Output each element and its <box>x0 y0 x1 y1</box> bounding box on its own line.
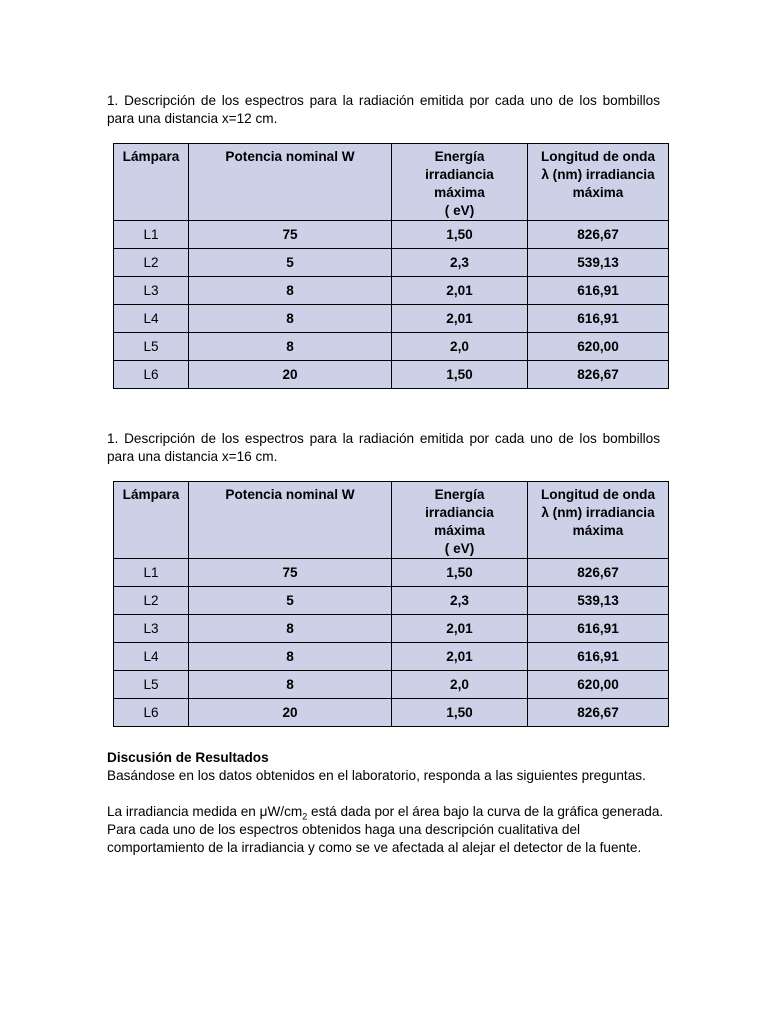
paragraph-2-rest: está dada por el área bajo la curva de la gráfica generada. Para cada uno de los espectros obtenidos haga una descripción cualitativa del comportamiento de la irradiancia y como se ve afectada al alejar el detector de la fuente. <box>107 804 664 855</box>
header-potencia: Potencia nominal W <box>189 482 392 559</box>
table-row <box>114 643 669 671</box>
header-energia-line-1: Energía <box>434 487 485 502</box>
cell-longitud: 539,13 <box>528 249 669 277</box>
cell-longitud: 616,91 <box>528 305 669 333</box>
cell-potencia: 8 <box>189 305 392 333</box>
cell-longitud: 826,67 <box>528 221 669 249</box>
cell-energia: 1,50 <box>392 699 528 727</box>
header-energia-line-4: ( eV) <box>444 203 475 218</box>
cell-lampara: L3 <box>114 277 189 305</box>
cell-energia: 2,3 <box>392 249 528 277</box>
cell-lampara: L6 <box>114 699 189 727</box>
discussion-section <box>107 749 667 857</box>
cell-energia: 2,01 <box>392 615 528 643</box>
cell-energia: 2,3 <box>392 587 528 615</box>
header-energia-line-2: irradiancia <box>425 505 494 520</box>
cell-lampara: L6 <box>114 361 189 389</box>
paragraph-2-start: La irradiancia medida en μW/cm <box>107 804 303 819</box>
cell-potencia: 75 <box>189 559 392 587</box>
cell-energia: 1,50 <box>392 221 528 249</box>
header-lampara: Lámpara <box>114 144 189 221</box>
cell-energia: 2,01 <box>392 305 528 333</box>
table-row <box>114 671 669 699</box>
cell-potencia: 8 <box>189 671 392 699</box>
spectra-table-16cm <box>113 481 669 727</box>
cell-potencia: 20 <box>189 699 392 727</box>
table-row <box>114 361 669 389</box>
header-longitud-line-3: máxima <box>572 523 624 538</box>
cell-energia: 1,50 <box>392 559 528 587</box>
table-row <box>114 333 669 361</box>
cell-longitud: 620,00 <box>528 333 669 361</box>
cell-lampara: L1 <box>114 559 189 587</box>
cell-potencia: 8 <box>189 643 392 671</box>
cell-longitud: 539,13 <box>528 587 669 615</box>
cell-potencia: 20 <box>189 361 392 389</box>
header-energia-line-2: irradiancia <box>425 167 494 182</box>
cell-energia: 2,0 <box>392 333 528 361</box>
table-row <box>114 249 669 277</box>
cell-potencia: 8 <box>189 333 392 361</box>
cell-lampara: L4 <box>114 643 189 671</box>
cell-longitud: 826,67 <box>528 699 669 727</box>
cell-lampara: L2 <box>114 249 189 277</box>
discussion-title: Discusión de Resultados <box>107 750 269 765</box>
header-energia <box>392 482 528 559</box>
cell-lampara: L4 <box>114 305 189 333</box>
header-energia-line-4: ( eV) <box>444 541 475 556</box>
cell-potencia: 5 <box>189 587 392 615</box>
spectra-table-12cm <box>113 143 669 389</box>
cell-longitud: 620,00 <box>528 671 669 699</box>
cell-longitud: 616,91 <box>528 615 669 643</box>
table-row <box>114 587 669 615</box>
cell-potencia: 75 <box>189 221 392 249</box>
table-header-row <box>114 482 669 559</box>
cell-potencia: 8 <box>189 615 392 643</box>
cell-lampara: L5 <box>114 671 189 699</box>
header-longitud <box>528 482 669 559</box>
section-1-intro: 1. Descripción de los espectros para la radiación emitida por cada uno de los bombillos para una distancia x=12 cm. <box>107 93 660 126</box>
cell-lampara: L3 <box>114 615 189 643</box>
discussion-paragraph-2 <box>107 803 667 857</box>
discussion-paragraph-1: Basándose en los datos obtenidos en el laboratorio, responda a las siguientes preguntas. <box>107 768 646 783</box>
cell-lampara: L5 <box>114 333 189 361</box>
header-longitud <box>528 144 669 221</box>
cell-energia: 2,0 <box>392 671 528 699</box>
cell-energia: 2,01 <box>392 643 528 671</box>
header-energia-line-3: máxima <box>434 185 485 200</box>
header-longitud-line-1: Longitud de onda <box>540 487 655 502</box>
cell-energia: 1,50 <box>392 361 528 389</box>
paragraph-gap <box>107 785 667 803</box>
header-longitud-line-2: λ (nm) irradiancia <box>541 505 655 520</box>
header-longitud-line-1: Longitud de onda <box>540 149 655 164</box>
cell-lampara: L1 <box>114 221 189 249</box>
cell-longitud: 616,91 <box>528 277 669 305</box>
table-row <box>114 615 669 643</box>
table-row <box>114 277 669 305</box>
table-row <box>114 305 669 333</box>
cell-lampara: L2 <box>114 587 189 615</box>
header-longitud-line-2: λ (nm) irradiancia <box>541 167 655 182</box>
table-row <box>114 221 669 249</box>
cell-potencia: 8 <box>189 277 392 305</box>
squared-subscript: 2 <box>302 811 308 822</box>
table-row <box>114 699 669 727</box>
cell-energia: 2,01 <box>392 277 528 305</box>
header-potencia: Potencia nominal W <box>189 144 392 221</box>
header-lampara: Lámpara <box>114 482 189 559</box>
cell-longitud: 826,67 <box>528 559 669 587</box>
table-row <box>114 559 669 587</box>
header-longitud-line-3: máxima <box>572 185 624 200</box>
cell-potencia: 5 <box>189 249 392 277</box>
header-energia <box>392 144 528 221</box>
header-energia-line-1: Energía <box>434 149 485 164</box>
cell-longitud: 616,91 <box>528 643 669 671</box>
cell-longitud: 826,67 <box>528 361 669 389</box>
header-energia-line-3: máxima <box>434 523 485 538</box>
section-2-intro: 1. Descripción de los espectros para la radiación emitida por cada uno de los bombillos para una distancia x=16 cm. <box>107 431 660 464</box>
table-header-row <box>114 144 669 221</box>
